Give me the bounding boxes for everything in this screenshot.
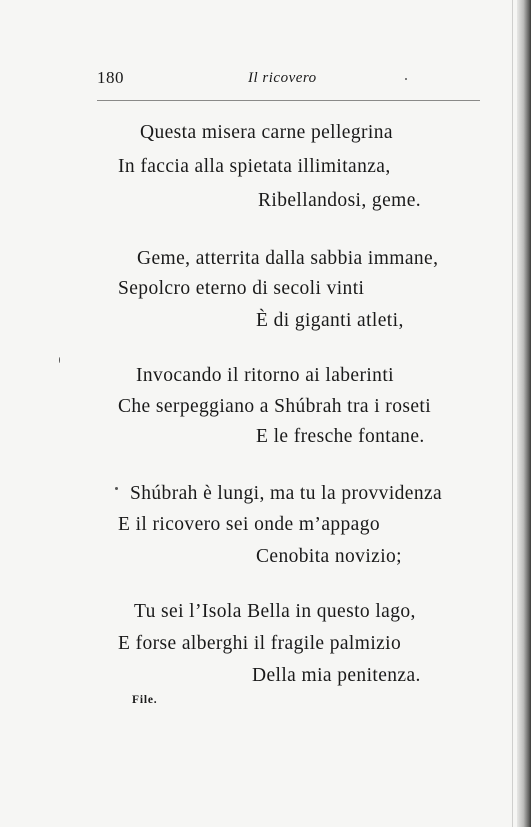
signature-mark: File. <box>132 694 158 706</box>
verse-line: Tu sei l’Isola Bella in questo lago, <box>134 601 416 622</box>
verse-line: È di giganti atleti, <box>256 310 404 331</box>
page-edge-line <box>512 0 513 827</box>
verse-line: Ribellandosi, geme. <box>258 190 422 211</box>
verse-line: Cenobita novizio; <box>256 546 402 567</box>
scan-speck <box>115 487 118 490</box>
header-rule <box>97 100 480 101</box>
verse-line: Sepolcro eterno di secoli vinti <box>118 278 365 299</box>
verse-line: E il ricovero sei onde m’appago <box>118 514 381 535</box>
verse-line: Geme, atterrita dalla sabbia immane, <box>137 248 439 269</box>
verse-line: E forse alberghi il fragile palmizio <box>118 633 402 654</box>
verse-line: E le fresche fontane. <box>256 426 425 447</box>
scan-speck <box>405 78 407 80</box>
page-number: 180 <box>97 68 124 87</box>
verse-line: In faccia alla spietata illimitanza, <box>118 156 391 177</box>
verse-line: Che serpeggiano a Shúbrah tra i roseti <box>118 396 432 417</box>
running-title: Il ricovero <box>248 70 317 86</box>
verse-line: Shúbrah è lungi, ma tu la provvidenza <box>130 483 443 504</box>
verse-line: Invocando il ritorno ai laberinti <box>136 365 394 386</box>
verse-line: Della mia penitenza. <box>252 665 421 686</box>
verse-line: Questa misera carne pellegrina <box>140 122 393 143</box>
scan-speck <box>59 357 60 363</box>
page-edge-shadow <box>517 0 531 827</box>
